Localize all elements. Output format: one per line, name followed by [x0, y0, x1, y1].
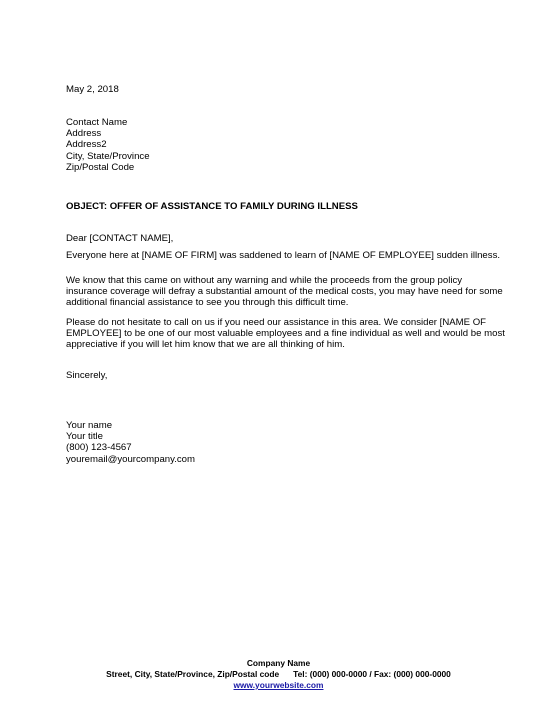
footer-address-text: Street, City, State/Province, Zip/Postal code [106, 669, 280, 679]
recipient-city: City, State/Province [66, 150, 150, 162]
signature-title: Your title [66, 431, 103, 443]
recipient-zip: Zip/Postal Code [66, 161, 135, 173]
website-link[interactable]: www.yourwebsite.com [233, 680, 324, 690]
footer-phones-text: Tel: (000) 000-0000 / Fax: (000) 000-0000 [293, 669, 451, 679]
signature-name: Your name [66, 420, 113, 431]
paragraph-text: Everyone here at [NAME OF FIRM] was saddened to learn of [NAME OF EMPLOYEE] sudden illness. [66, 250, 501, 261]
paragraph-text: Please do not hesitate to call on us if you need our assistance in this area. We consider [NAME OF EMPLOYEE] to be one of our most valuable employees and a fine individual as well and would be most appreciative if you will let him know that we are all thinking of him. [66, 317, 505, 351]
signature-email: youremail@yourcompany.com [66, 453, 195, 465]
footer-company-name [0, 658, 557, 668]
letter-paragraph-2 [66, 275, 506, 309]
footer-company-text: Company Name [246, 658, 311, 668]
date-text: May 2, 2018 [66, 84, 119, 95]
letter-object-heading [66, 201, 506, 212]
closing-text: Sincerely, [66, 370, 108, 381]
letter-paragraph-1 [66, 250, 506, 261]
paragraph-text: We know that this came on without any warning and while the proceeds from the group policy insurance coverage will defray a substantial amount of the medical costs, you may have need for some additional financial assistance to see you through this difficult time. [66, 275, 503, 309]
object-text: OBJECT: OFFER OF ASSISTANCE TO FAMILY DURING ILLNESS [66, 201, 358, 212]
recipient-address [66, 117, 506, 173]
letter-salutation [66, 233, 506, 244]
letter-date [66, 84, 506, 95]
signature-phone: (800) 123-4567 [66, 442, 132, 454]
recipient-address-line1: Address [66, 128, 102, 140]
footer-address-line [0, 669, 557, 679]
recipient-address-line2: Address2 [66, 139, 107, 151]
salutation-text: Dear [CONTACT NAME], [66, 233, 174, 244]
letter-closing [66, 370, 506, 381]
signature-block [66, 420, 506, 465]
footer-website [0, 680, 557, 690]
letter-paragraph-3 [66, 317, 506, 351]
recipient-name: Contact Name [66, 117, 128, 128]
